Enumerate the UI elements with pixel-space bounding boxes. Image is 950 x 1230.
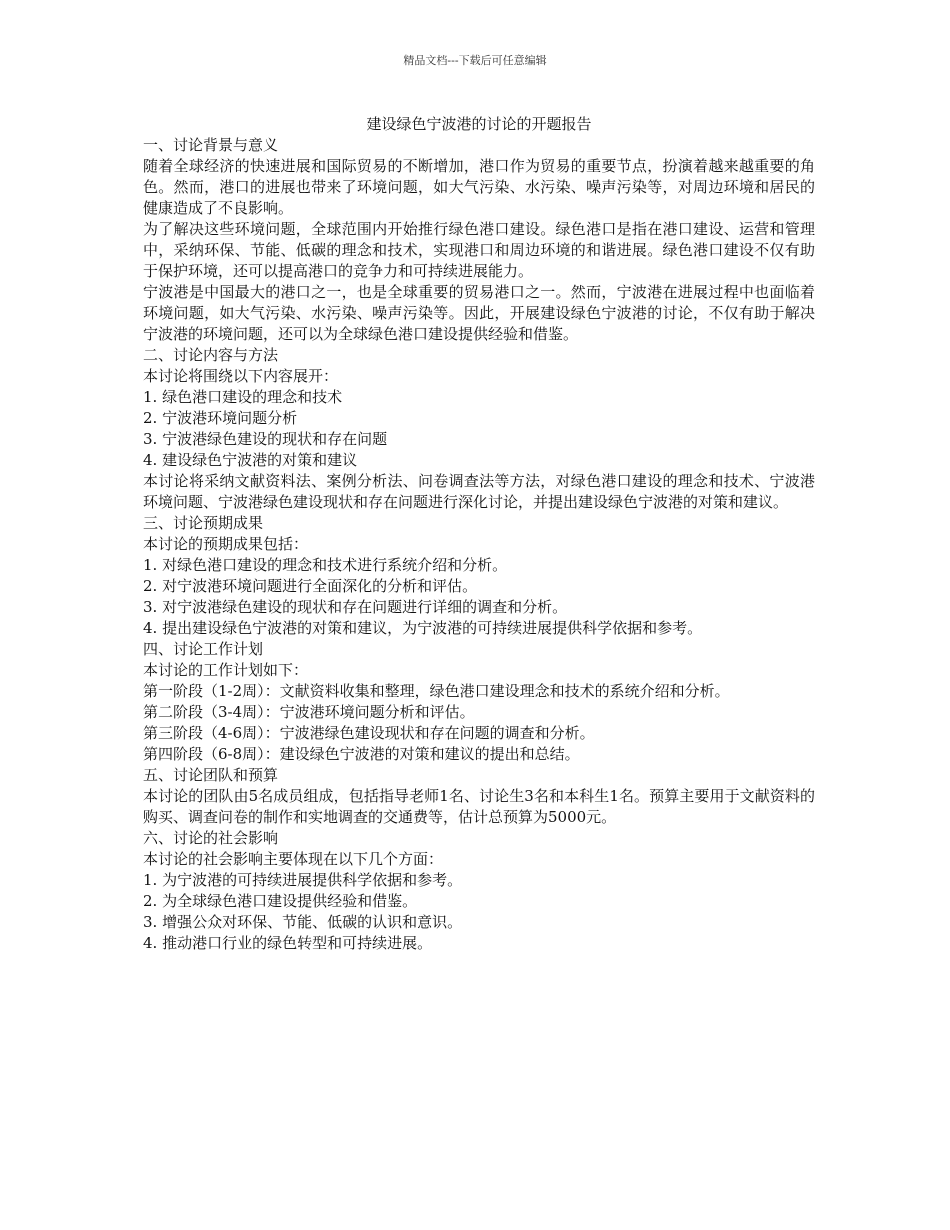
paragraph: 随着全球经济的快速进展和国际贸易的不断增加，港口作为贸易的重要节点，扮演着越来越重要的角色。然而，港口的进展也带来了环境问题，如大气污染、水污染、噪声污染等，对周边环境和居民的健康造成了不良影响。	[143, 157, 815, 217]
section-heading-5: 五、讨论团队和预算	[143, 766, 279, 784]
list-item: 2. 为全球绿色港口建设提供经验和借鉴。	[143, 892, 418, 910]
paragraph: 本讨论将围绕以下内容展开：	[143, 367, 339, 385]
document-body	[143, 114, 815, 954]
schedule-item: 第一阶段（1-2周）：文献资料收集和整理，绿色港口建设理念和技术的系统介绍和分析。	[143, 682, 730, 700]
section-heading-6: 六、讨论的社会影响	[143, 829, 279, 847]
paragraph: 本讨论将采纳文献资料法、案例分析法、问卷调查法等方法，对绿色港口建设的理念和技术、宁波港环境问题、宁波港绿色建设现状和存在问题进行深化讨论，并提出建设绿色宁波港的对策和建议。	[143, 472, 815, 511]
document-title: 建设绿色宁波港的讨论的开题报告	[366, 115, 592, 133]
section-heading-1: 一、讨论背景与意义	[143, 136, 279, 154]
list-item: 2. 对宁波港环境问题进行全面深化的分析和评估。	[143, 577, 478, 595]
section-heading-2: 二、讨论内容与方法	[143, 346, 279, 364]
list-item: 1. 对绿色港口建设的理念和技术进行系统介绍和分析。	[143, 556, 508, 574]
list-item: 4. 推动港口行业的绿色转型和可持续进展。	[143, 934, 433, 952]
schedule-item: 第四阶段（6-8周）：建设绿色宁波港的对策和建议的提出和总结。	[143, 745, 580, 763]
schedule-item: 第二阶段（3-4周）：宁波港环境问题分析和评估。	[143, 703, 475, 721]
paragraph: 为了解决这些环境问题，全球范围内开始推行绿色港口建设。绿色港口是指在港口建设、运营和管理中，采纳环保、节能、低碳的理念和技术，实现港口和周边环境的和谐进展。绿色港口建设不仅有助于保护环境，还可以提高港口的竞争力和可持续进展能力。	[143, 220, 815, 280]
list-item: 1. 为宁波港的可持续进展提供科学依据和参考。	[143, 871, 463, 889]
paragraph: 宁波港是中国最大的港口之一，也是全球重要的贸易港口之一。然而，宁波港在进展过程中也面临着环境问题，如大气污染、水污染、噪声污染等。因此，开展建设绿色宁波港的讨论，不仅有助于解决宁波港的环境问题，还可以为全球绿色港口建设提供经验和借鉴。	[143, 283, 815, 343]
list-item: 1. 绿色港口建设的理念和技术	[143, 388, 343, 406]
schedule-item: 第三阶段（4-6周）：宁波港绿色建设现状和存在问题的调查和分析。	[143, 724, 595, 742]
section-heading-3: 三、讨论预期成果	[143, 514, 264, 532]
list-item: 4. 提出建设绿色宁波港的对策和建议，为宁波港的可持续进展提供科学依据和参考。	[143, 619, 703, 637]
list-item: 4. 建设绿色宁波港的对策和建议	[143, 451, 358, 469]
paragraph: 本讨论的团队由5名成员组成，包括指导老师1名、讨论生3名和本科生1名。预算主要用于文献资料的购买、调查问卷的制作和实地调查的交通费等，估计总预算为5000元。	[143, 787, 815, 826]
paragraph: 本讨论的工作计划如下：	[143, 661, 309, 679]
section-heading-4: 四、讨论工作计划	[143, 640, 264, 658]
list-item: 2. 宁波港环境问题分析	[143, 409, 298, 427]
paragraph: 本讨论的预期成果包括：	[143, 535, 309, 553]
list-item: 3. 对宁波港绿色建设的现状和存在问题进行详细的调查和分析。	[143, 598, 568, 616]
page-header: 精品文档---下载后可任意编辑	[403, 54, 547, 67]
list-item: 3. 宁波港绿色建设的现状和存在问题	[143, 430, 388, 448]
paragraph: 本讨论的社会影响主要体现在以下几个方面：	[143, 850, 444, 868]
list-item: 3. 增强公众对环保、节能、低碳的认识和意识。	[143, 913, 463, 931]
